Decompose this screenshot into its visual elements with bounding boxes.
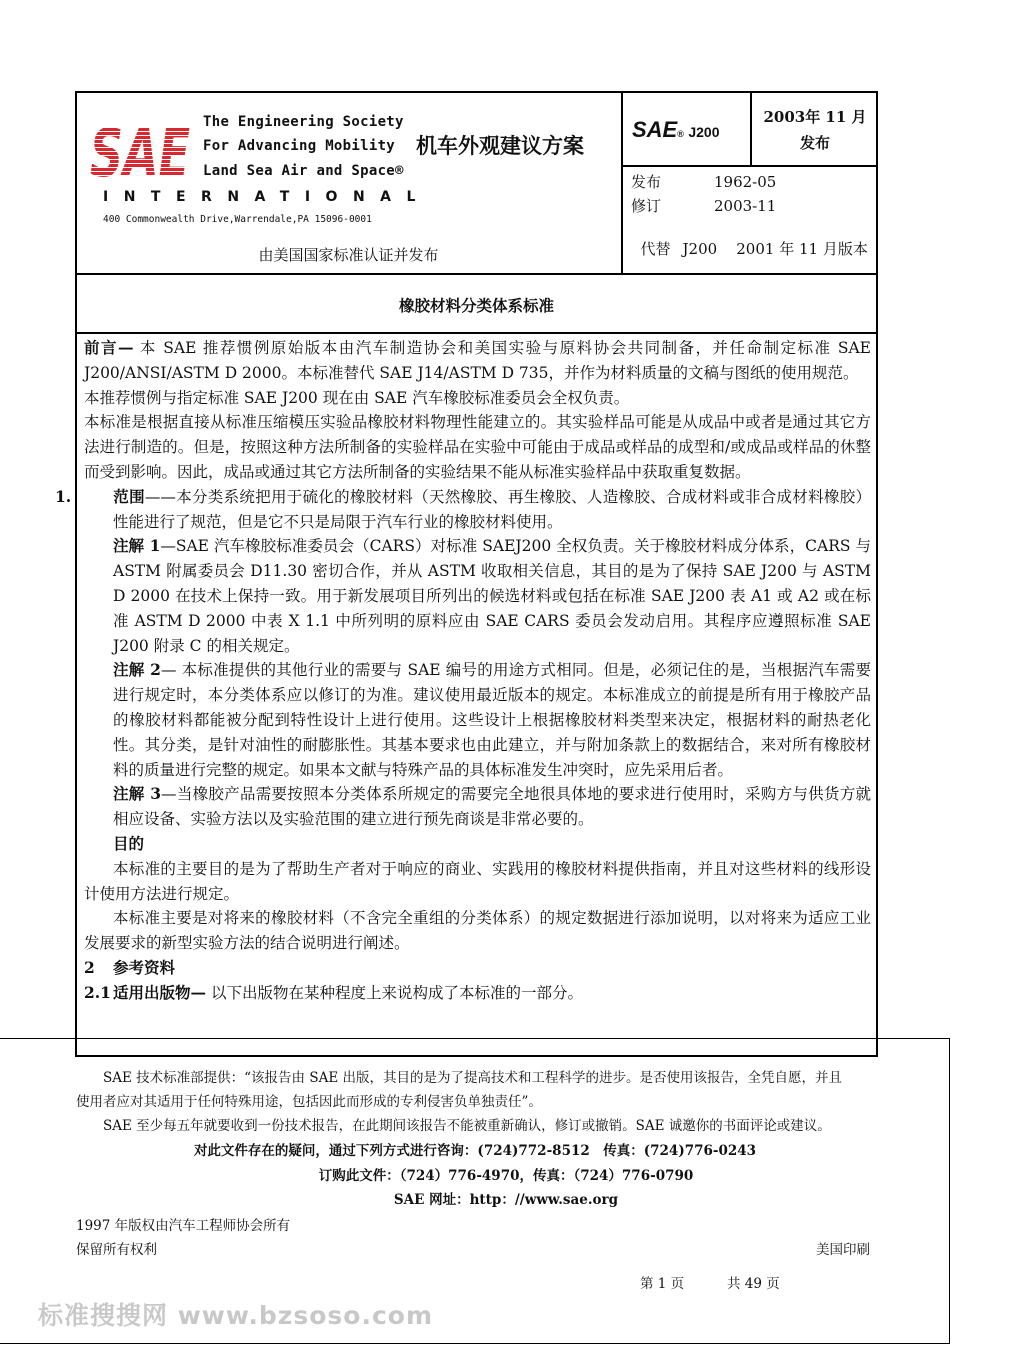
proposal-title: 机车外观建议方案 (416, 134, 584, 158)
printed-in-usa: 美国印刷 (816, 1242, 870, 1258)
tagline-line-3: Land Sea Air and Space® (203, 163, 404, 179)
title-divider-bottom (75, 332, 878, 334)
sae-logo-text: SAE (90, 115, 190, 192)
review-note: SAE 至少每五年就要收到一份技术报告，在此期间该报告不能被重新确认，修订或撤销。SAE 诚邀你的书面评论或建议。 (103, 1118, 831, 1134)
meta-key: 发布 (631, 173, 662, 191)
note-label: 注解 3 (113, 784, 162, 804)
standard-code-sae: SAE (632, 117, 678, 142)
purpose-label: 目的 (113, 833, 145, 853)
meta-value: J200 2001 年 11 月版本 (682, 240, 868, 258)
note-label: 注解 2 (113, 660, 161, 680)
foreword-label: 前言— (84, 338, 134, 357)
section-heading: 参考资料 (113, 957, 176, 977)
tagline-line-1: The Engineering Society (203, 114, 404, 130)
note-3 (84, 782, 871, 832)
rights-line: 保留所有权利 (76, 1242, 157, 1258)
standard-code (632, 117, 720, 143)
note-label: 注解 1 (113, 536, 161, 556)
foreword-paragraph-2: 本推荐惯例与指定标准 SAE J200 现在由 SAE 汽车橡胶标准委员会全权负责。 (84, 388, 630, 407)
tagline-line-2: For Advancing Mobility (203, 138, 396, 154)
note-text: — 本标准提供的其他行业的需要与 SAE 编号的用途方式相同。但是，必须记住的是，当根据汽车需要进行规定时，本分类体系应以修订的为准。建议使用最近版本的规定。本标准成立的前提是所有用于橡胶产品的橡胶材料都能被分配到特性设计上进行使用。这些设计上根据橡胶材料类型来决定，根据材料的耐热老化性。其分类，是针对油性的耐膨胀性。其基本要求也由此建立，并与附加条款上的数据结合，来对所有橡胶材料的质量进行完整的规定。如果本文献与特殊产品的具体标准发生冲突时，应先采用后者。 (113, 661, 871, 779)
section-text: 以下出版物在某种程度上来说构成了本标准的一部分。 (206, 983, 583, 1002)
header-divider-code (621, 165, 878, 167)
meta-key: 修订 (631, 197, 662, 215)
section-number: 2.1 (84, 982, 111, 1002)
meta-key: 代替 (640, 240, 671, 258)
standard-code-number: J200 (688, 124, 720, 140)
purpose-paragraph-1: 本标准的主要目的是为了帮助生产者对于响应的商业、实践用的橡胶材料提供指南，并且对这些材料的线形设计使用方法进行规定。 (84, 859, 871, 903)
meta-row-supersedes (631, 220, 868, 259)
header-divider-bottom (75, 273, 878, 275)
section-text: ——本分类系统把用于硫化的橡胶材料（天然橡胶、再生橡胶、人造橡胶、合成材料或非合成材料橡胶）性能进行了规范，但是它不只是局限于汽车行业的橡胶材料使用。 (113, 487, 871, 531)
page-total: 共 49 页 (727, 1276, 780, 1292)
meta-row-issued (631, 171, 776, 192)
section-heading: 适用出版物— (113, 982, 207, 1002)
issue-label: 发布 (799, 134, 830, 152)
certified-note: 由美国国家标准认证并发布 (258, 246, 439, 264)
page-current: 第 1 页 (640, 1276, 685, 1292)
meta-value: 1962-05 (714, 173, 777, 191)
issue-date: 2003年 11 月 (763, 108, 867, 126)
meta-value: 2003-11 (714, 197, 777, 215)
note-text: —当橡胶产品需要按照本分类体系所规定的需要完全地很具体地的要求进行使用时，采购方与供货方就相应设备、实验方法以及实验范围的建立进行预先商谈是非常必要的。 (113, 785, 871, 829)
note-1 (84, 534, 871, 658)
foreword-paragraph (84, 336, 871, 386)
section-1-scope (55, 485, 871, 535)
copyright-line: 1997 年版权由汽车工程师协会所有 (76, 1218, 291, 1234)
section-number: 2 (84, 957, 95, 977)
document-title: 橡胶材料分类体系标准 (398, 297, 554, 315)
sae-logo (88, 112, 193, 192)
disclaimer-line-2: 使用者应对其适用于任何特殊用途，包括因此而形成的专利侵害负单独责任”。 (76, 1094, 542, 1110)
contact-line: 对此文件存在的疑问，通过下列方式进行咨询：(724)772-8512 传真：(724)776-0243 (193, 1143, 757, 1159)
purpose-heading (84, 832, 871, 857)
website-line: SAE 网址：http：//www.sae.org (393, 1192, 619, 1208)
foreword-text: 本 SAE 推荐惯例原始版本由汽车制造协会和美国实验与原料协会共同制备，并任命制定标准 SAE J200/ANSI/ASTM D 2000。本标准替代 SAE J14/ASTM D 735，并作为材料质量的文稿与图纸的使用规范。 (84, 339, 871, 382)
foreword-paragraph-3: 本标准是根据直接从标准压缩模压实验品橡胶材料物理性能建立的。其实验样品可能是从成品中或者是通过其它方法进行制造的。但是，按照这种方法所制备的实验样品在实验中可能由于成品或样品的成型和/或成品或样品的休整而受到影响。因此，成品或通过其它方法所制备的实验结果不能从标准实验样品中获取重复数据。 (84, 413, 871, 481)
document-body (55, 336, 871, 1006)
international-label: INTERNATIONAL (103, 189, 431, 205)
disclaimer-line-1: SAE 技术标准部提供：“该报告由 SAE 出版，其目的是为了提高技术和工程科学的进步。是否使用该报告，全凭自愿，并且 (103, 1070, 842, 1086)
note-text: —SAE 汽车橡胶标准委员会（CARS）对标准 SAEJ200 全权负责。关于橡胶材料成分体系，CARS 与 ASTM 附属委员会 D11.30 密切合作，并从 ASTM 收取相关信息，其目的是为了保持 SAE J200 与 ASTM D 2000 在技术上保持一致。用于新发展项目所列出的候选材料或包括在标准 SAE J200 表 A1 或 A2 或在标准 ASTM D 2000 中表 X 1.1 中所列明的原料应由 SAE CARS 委员会发动启用。其程序应遵照标准 SAE J200 附录 C 的相关规定。 (113, 537, 871, 655)
meta-row-revised (631, 195, 776, 216)
registered-mark: ® (677, 129, 684, 139)
section-number: 1. (55, 486, 72, 506)
header-divider-vertical-2 (750, 91, 752, 167)
section-2-1 (84, 981, 871, 1006)
purpose-paragraph-2: 本标准主要是对将来的橡胶材料（不含完全重组的分类体系）的规定数据进行添加说明，以对将来为适应工业发展要求的新型实验方法的结合说明进行阐述。 (84, 909, 871, 953)
site-watermark: 标准搜搜网 www.bzsoso.com (38, 1301, 433, 1330)
note-2 (84, 658, 871, 782)
order-line: 订购此文件：（724）776-4970，传真：（724）776-0790 (318, 1168, 694, 1184)
sae-address: 400 Commonwealth Drive,Warrendale,PA 15096-0001 (103, 214, 372, 225)
section-heading: 范围 (113, 486, 145, 506)
section-2-heading (84, 956, 871, 981)
